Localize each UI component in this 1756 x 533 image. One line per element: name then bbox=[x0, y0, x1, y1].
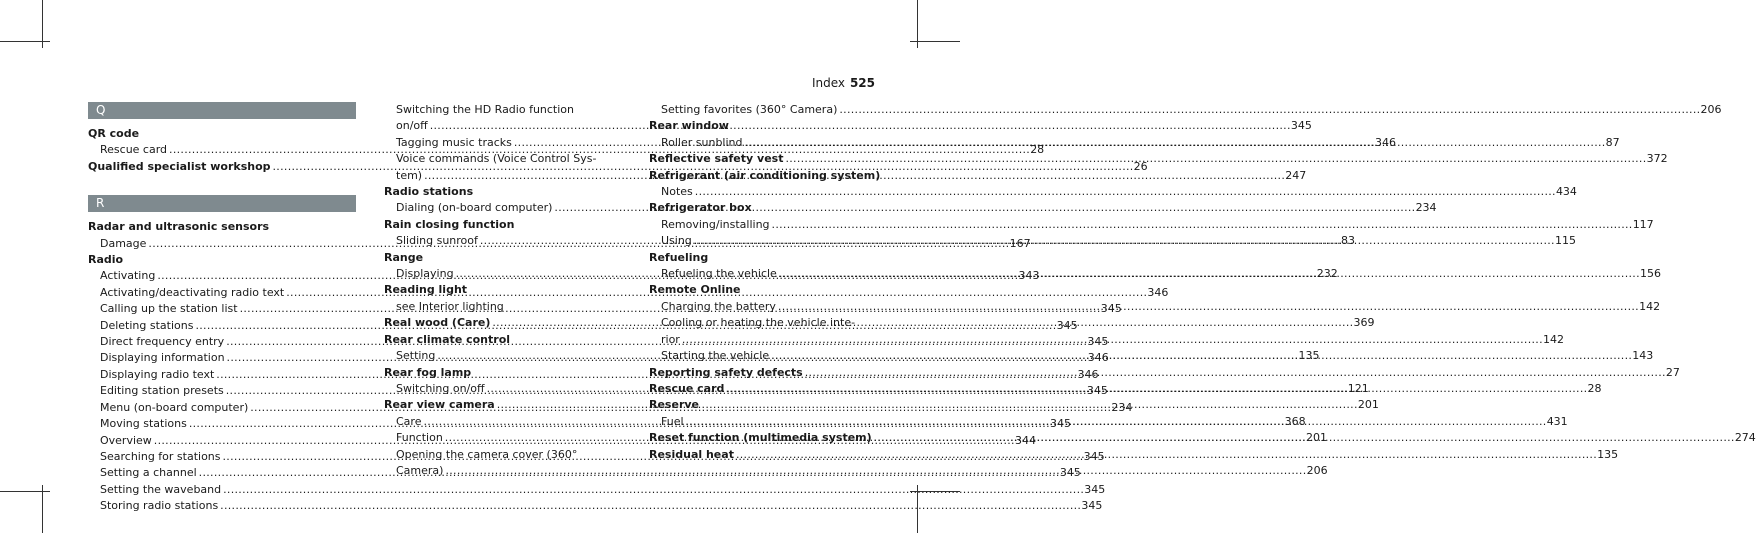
entry-page: 274 bbox=[1734, 431, 1756, 445]
entry-label: Dialing (on-board computer) bbox=[396, 201, 553, 215]
entry-label: on/off bbox=[396, 119, 428, 133]
entry-label: Activating/deactivating radio text bbox=[100, 285, 285, 299]
entry-page: 345 bbox=[1059, 466, 1081, 480]
entry-label: Setting favorites (360° Camera) bbox=[661, 103, 838, 116]
dot-leader bbox=[837, 102, 1700, 118]
entry-label: Editing station presets bbox=[100, 384, 224, 398]
entry-label: Searching for stations bbox=[100, 449, 221, 463]
entry-page: 121 bbox=[1347, 381, 1369, 395]
entry-label: Setting a channel bbox=[100, 466, 197, 480]
entry-page: 28 bbox=[1030, 143, 1045, 157]
dot-leader bbox=[693, 184, 1556, 200]
entry-page: 345 bbox=[1087, 335, 1109, 349]
letter-band-q: Q bbox=[88, 102, 356, 119]
entry-page: 234 bbox=[1111, 400, 1133, 414]
entry-page: 434 bbox=[1555, 185, 1577, 199]
entry-label: tem) bbox=[396, 168, 423, 182]
entry-page: 232 bbox=[1316, 267, 1338, 281]
entry-page: 372 bbox=[1646, 152, 1668, 166]
index-heading: Rain closing function bbox=[384, 217, 515, 231]
index-heading: Reserve bbox=[649, 398, 699, 412]
dot-leader bbox=[684, 414, 1547, 430]
entry-label: Setting bbox=[396, 349, 436, 363]
entry-label: Sliding sunroof bbox=[396, 234, 478, 248]
entry-page: 431 bbox=[1546, 414, 1568, 428]
entry-page: 28 bbox=[1587, 381, 1602, 395]
crop-mark bbox=[0, 41, 50, 42]
dot-leader bbox=[495, 397, 1358, 413]
entry-page: 345 bbox=[1056, 318, 1078, 332]
entry-page: 345 bbox=[1086, 384, 1108, 398]
entry-page: 343 bbox=[1018, 269, 1040, 283]
entry-label: rior bbox=[661, 332, 680, 346]
entry-page: 201 bbox=[1305, 431, 1327, 445]
index-heading: Refrigerant (air conditioning system) bbox=[649, 168, 881, 182]
dot-leader bbox=[734, 447, 1597, 463]
dot-leader bbox=[221, 482, 1084, 498]
letter-band-r: R bbox=[88, 195, 356, 212]
entry-page: 344 bbox=[1014, 433, 1036, 447]
entry-page: 87 bbox=[1605, 135, 1620, 149]
entry-label: Cooling or heating the vehicle inte- bbox=[661, 316, 856, 330]
index-heading: Radio bbox=[88, 253, 124, 267]
entry-label: Voice commands (Voice Control Sys- bbox=[396, 152, 597, 166]
dot-leader bbox=[443, 463, 1306, 479]
entry-label: Rescue card bbox=[100, 143, 168, 157]
entry-page: 135 bbox=[1298, 349, 1320, 363]
index-heading: Reading light bbox=[384, 283, 468, 297]
running-header-title: Index bbox=[811, 76, 845, 90]
entry-label: Activating bbox=[100, 269, 156, 283]
index-heading: Rear fog lamp bbox=[384, 365, 472, 379]
entry-page: 346 bbox=[1077, 367, 1099, 381]
dot-leader bbox=[872, 430, 1735, 446]
index-heading: Reset function (multimedia system) bbox=[649, 431, 872, 445]
index-heading: Rear view camera bbox=[384, 398, 495, 412]
entry-label: Fuel bbox=[661, 414, 684, 428]
entry-page: 201 bbox=[1357, 398, 1379, 412]
entry-label: Storing radio stations bbox=[100, 499, 219, 513]
entry-label: Tagging music tracks bbox=[396, 135, 512, 149]
dot-leader bbox=[783, 151, 1646, 167]
index-heading: Residual heat bbox=[649, 447, 734, 461]
entry-label: Direct frequency entry bbox=[100, 335, 225, 349]
cross-reference: see Interior lighting bbox=[396, 299, 504, 313]
entry-page: 345 bbox=[1049, 417, 1071, 431]
index-heading: Refrigerator box bbox=[649, 201, 752, 215]
dot-leader bbox=[490, 315, 1353, 331]
index-entry bbox=[649, 184, 1577, 200]
dot-leader bbox=[769, 348, 1632, 364]
entry-page: 345 bbox=[1290, 119, 1312, 133]
entry-label: Deleting stations bbox=[100, 318, 194, 332]
crop-mark bbox=[42, 485, 43, 533]
index-heading: Remote Online bbox=[649, 283, 741, 297]
index-entry bbox=[649, 102, 1722, 118]
index-heading: Refueling bbox=[649, 250, 709, 264]
entry-label: Opening the camera cover (360° bbox=[396, 447, 578, 461]
entry-page: 346 bbox=[1375, 135, 1397, 149]
index-heading: Rear climate control bbox=[384, 332, 511, 346]
entry-page: 345 bbox=[1100, 302, 1122, 316]
entry-page: 345 bbox=[1081, 499, 1103, 513]
entry-label: Overview bbox=[100, 433, 152, 447]
entry-page: 167 bbox=[1009, 236, 1031, 250]
dot-leader bbox=[692, 233, 1555, 249]
index-heading: Real wood (Care) bbox=[384, 316, 491, 330]
entry-page: 156 bbox=[1639, 267, 1661, 281]
page-number: 525 bbox=[849, 76, 875, 90]
dot-leader bbox=[770, 217, 1633, 233]
entry-page: 369 bbox=[1353, 316, 1375, 330]
entry-page: 234 bbox=[1415, 201, 1437, 215]
entry-page: 345 bbox=[1083, 449, 1105, 463]
entry-page: 143 bbox=[1632, 349, 1654, 363]
dot-leader bbox=[776, 299, 1639, 315]
entry-page: 206 bbox=[1700, 103, 1722, 116]
entry-label: Displaying radio text bbox=[100, 367, 215, 381]
dot-leader bbox=[218, 498, 1081, 514]
entry-label: Care bbox=[396, 414, 422, 428]
index-heading: Range bbox=[384, 250, 424, 264]
entry-page: 27 bbox=[1665, 365, 1680, 379]
index-heading: Radio stations bbox=[384, 185, 474, 199]
dot-leader bbox=[724, 381, 1587, 397]
entry-label: Camera) bbox=[396, 463, 444, 477]
entry-label: Displaying information bbox=[100, 351, 225, 365]
entry-label: Roller sunblind bbox=[661, 135, 743, 149]
index-heading: Radar and ultrasonic sensors bbox=[88, 220, 270, 234]
entry-page: 368 bbox=[1284, 414, 1306, 428]
entry-page: 142 bbox=[1543, 332, 1564, 346]
dot-leader bbox=[803, 365, 1666, 381]
entry-label: Function bbox=[396, 431, 443, 445]
dot-leader bbox=[743, 135, 1606, 151]
entry-page: 346 bbox=[1087, 351, 1109, 365]
entry-label: Moving stations bbox=[100, 417, 187, 431]
entry-page: 142 bbox=[1639, 299, 1661, 313]
entry-label: Displaying bbox=[396, 267, 454, 281]
entry-label: Menu (on-board computer) bbox=[100, 400, 249, 414]
dot-leader bbox=[777, 266, 1640, 282]
index-heading: Qualified specialist workshop bbox=[88, 159, 271, 173]
index-heading: QR code bbox=[88, 127, 140, 140]
crop-mark bbox=[910, 41, 960, 42]
entry-page: 83 bbox=[1341, 234, 1356, 248]
entry-page: 247 bbox=[1285, 168, 1307, 182]
entry-label: Setting the waveband bbox=[100, 482, 222, 496]
entry-label: Starting the vehicle bbox=[661, 349, 770, 363]
crop-mark bbox=[0, 491, 50, 492]
index-entry bbox=[88, 498, 1103, 514]
index-heading: Rear window bbox=[649, 119, 729, 133]
entry-page: 117 bbox=[1632, 217, 1654, 231]
index-heading: Rescue card bbox=[649, 381, 725, 395]
entry-page: 206 bbox=[1306, 463, 1328, 477]
entry-page: 345 bbox=[1084, 482, 1106, 496]
index-entry bbox=[88, 482, 1106, 498]
entry-label: Refueling the vehicle bbox=[661, 267, 777, 281]
entry-page: 346 bbox=[1147, 285, 1169, 299]
entry-page: 26 bbox=[1133, 159, 1148, 173]
index-entry bbox=[649, 217, 1654, 233]
dot-leader bbox=[680, 332, 1543, 348]
entry-label: Damage bbox=[100, 236, 147, 250]
index-heading: Reflective safety vest bbox=[649, 152, 784, 166]
entry-label: Switching the HD Radio function bbox=[396, 103, 575, 116]
entry-page: 115 bbox=[1554, 234, 1576, 248]
index-heading: Reporting safety defects bbox=[649, 365, 803, 379]
entry-label: Switching on/off bbox=[396, 381, 485, 395]
entry-label: Notes bbox=[661, 185, 693, 199]
entry-label: Charging the battery bbox=[661, 299, 776, 313]
entry-label: Removing/installing bbox=[661, 217, 770, 231]
entry-label: Calling up the station list bbox=[100, 302, 238, 316]
entry-label: Using bbox=[661, 234, 692, 248]
entry-page: 135 bbox=[1597, 447, 1619, 461]
